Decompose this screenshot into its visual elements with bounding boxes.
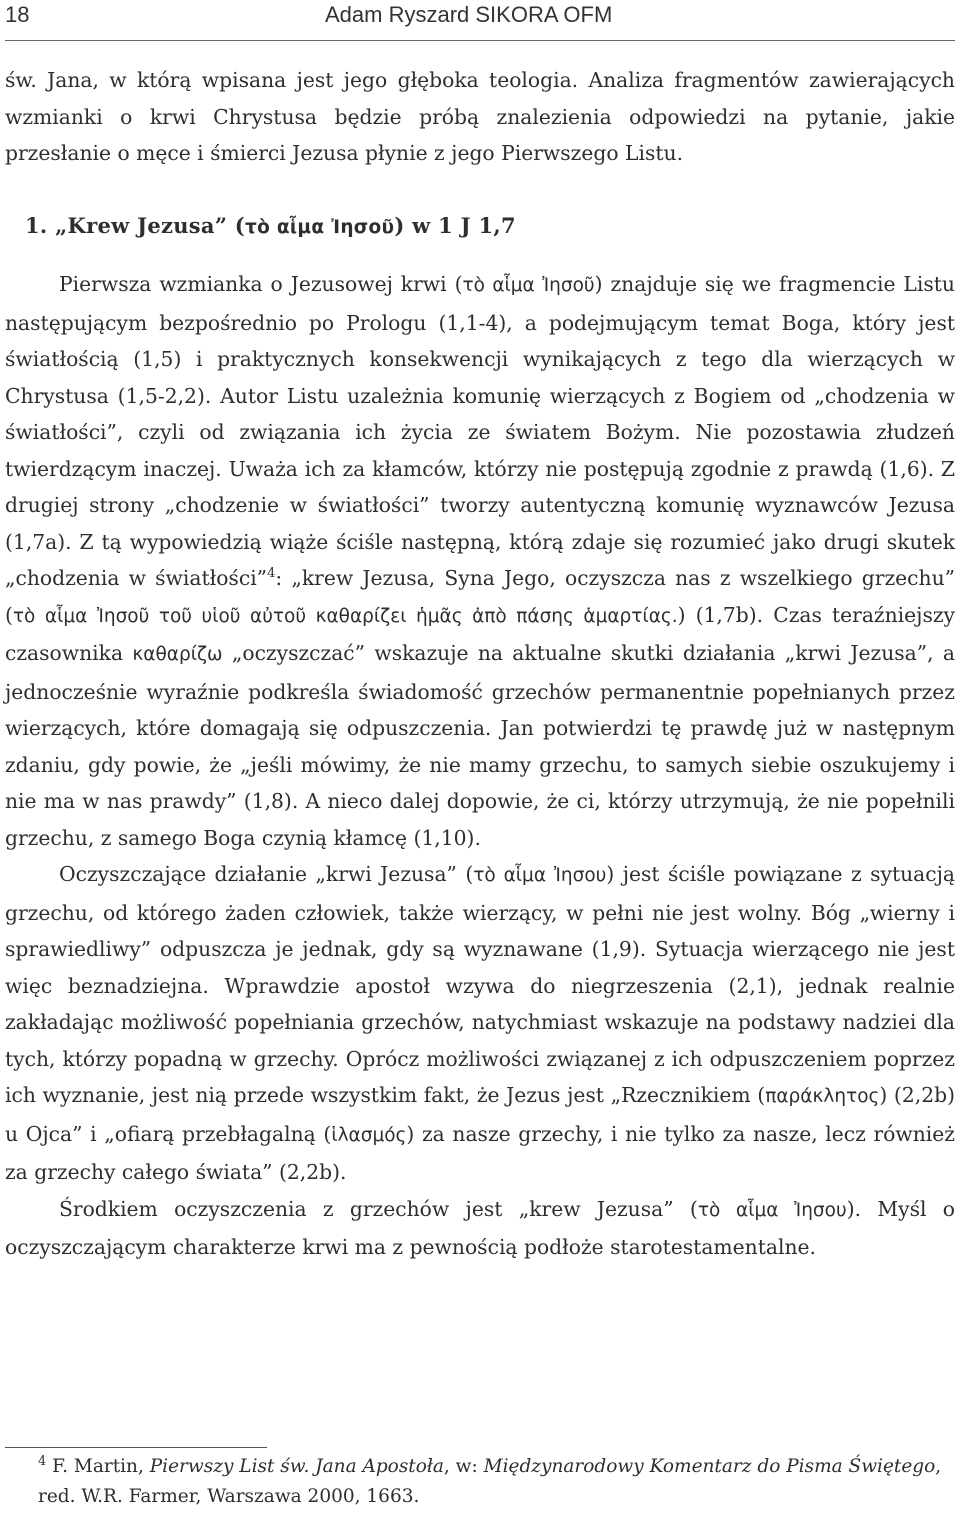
paragraph-intro [5,62,955,172]
greek-text: τὸ αἷμα Ἰησου [697,1199,847,1221]
paragraph-intro-text: św. Jana, w którą wpisana jest jego głęboka teologia. Analiza fragmentów zawierających wzmianki o krwi Chrystusa będzie próbą znalezienia odpowiedzi na pytanie, jakie przesłanie o męce i śmierci Jezusa płynie z jego Pierwszego Listu. [5,68,955,165]
section-title-part: ) w 1 J 1,7 [394,212,516,238]
text-run: „oczyszczać” wskazuje na aktualne skutki działania „krwi Jezusa”, a jednocześnie wyraźnie podkreśla świadomość grzechów permanentnie popełnianych przez wierzących, które domagają się odpuszczenia. Jan potwierdzi tę prawdę już w następnym zdaniu, gdy powie, że „jeśli mówimy, że nie mamy grzechu, to samych siebie oszukujemy i nie ma w nas prawdy” (1,8). A nieco dalej dopowie, że ci, którzy utrzymują, że nie popełnili grzechu, z samego Boga czynią kłamcę (1,10). [5,641,955,850]
running-title: Adam Ryszard SIKORA OFM [325,2,613,27]
text-run: : „krew Jezusa, Syna Jego, oczyszcza nas z wszelkiego grzechu” ( [5,566,955,627]
footnote [38,1452,955,1512]
text-run: Środkiem oczyszczenia z grzechów jest „krew Jezusa” ( [59,1196,698,1221]
header-rule [5,40,955,41]
greek-text: καθαρίζω [132,644,223,665]
section-number: 1. [25,212,48,238]
greek-text: τὸ αἷμα Ἰησοῦ τοῦ υἱοῦ αὐτοῦ καθαρίζει ἡμᾶς ἀπὸ πάσης ἁμαρτίας. [12,605,678,627]
footnote-title-italic: Międzynarodowy Komentarz do Pisma Świętego [483,1456,936,1477]
body-text [5,62,955,1266]
section-heading [25,208,955,247]
text-run: ) (1,7b). Czas teraźniejszy czasownika [5,602,955,665]
greek-text: τὸ αἷμα Ἰησου [473,865,607,886]
greek-text: παράκλητος [765,1086,880,1107]
footnote-title-italic: Pierwszy List św. Jana Apostoła [149,1456,444,1477]
footnote-rule [5,1447,267,1448]
footnote-text: F. Martin, [46,1456,150,1477]
page-header [5,2,955,30]
text-run: ) (2,2b) u Ojca” i „ofiarą przebłagalną ( [5,1083,955,1146]
section-title-part: „Krew Jezusa” ( [55,212,246,238]
paragraph-3 [5,1191,955,1266]
paragraph-2 [5,856,955,1191]
greek-text: τὸ αἷμα Ἰησοῦ [462,275,595,296]
text-run: Oczyszczające działanie „krwi Jezusa” ( [59,862,474,886]
footnote-number: 4 [38,1453,47,1469]
footnote-text: , w: [443,1456,484,1477]
footnote-reference[interactable]: 4 [267,566,276,582]
section-title-greek: τὸ αἷμα Ἰησοῦ [245,216,395,238]
text-run: Pierwsza wzmianka o Jezusowej krwi ( [59,272,463,296]
page-number: 18 [5,2,30,27]
text-run: ). Myśl o oczyszczającym charakterze krwi ma z pewnością podłoże starotestamentalne. [5,1196,955,1259]
text-run: ) za nasze grzechy, i nie tylko za nasze, lecz również za grzechy całego świata” (2,2b). [5,1121,955,1184]
greek-text: ἱλασμός [331,1124,407,1146]
paragraph-1 [5,266,955,856]
text-run: ) jest ściśle powiązane z sytuacją grzechu, od którego żaden człowiek, także wierzący, w pełni nie jest wolny. Bóg „wierny i sprawiedliwy” odpuszcza je jednak, gdy są wyznawane (1,9). Sytuacja wierzącego nie jest więc beznadziejna. Wprawdzie apostoł wzywa do niegrzeszenia (2,1), jednak realnie zakładając możliwość popełniania grzechów, natychmiast wskazuje na podstawy nadziei dla tych, którzy popadną w grzechy. Oprócz możliwości związanej z ich odpuszczeniem poprzez ich wyznanie, jest nią przede wszystkim fakt, że Jezus jest „Rzecznikiem ( [5,862,956,1107]
footnote-text: , red. W.R. Farmer, Warszawa 2000, 1663. [38,1456,942,1507]
text-run: ) znajduje się we fragmencie Listu następującym bezpośrednio po Prologu (1,1-4), a podejmującym temat Boga, który jest światłością (1,5) i praktycznych konsekwencji wynikających z tego dla wierzących w Chrystusa (1,5-2,2). Autor Listu uzależnia komunię wierzących z Bogiem od „chodzenia w światłości”, czyli od związania ich życia ze światem Bożym. Nie pozostawia złudzeń twierdzącym inaczej. Uważa ich za kłamców, którzy nie postępują zgodnie z prawdą (1,6). Z drugiej strony „chodzenie w światłości” tworzy autentyczną komunię wyznawców Jezusa (1,7a). Z tą wypowiedzią wiąże ściśle następną, którą zdaje się rozumieć jako drugi skutek „chodzenia w światłości” [5,272,955,590]
